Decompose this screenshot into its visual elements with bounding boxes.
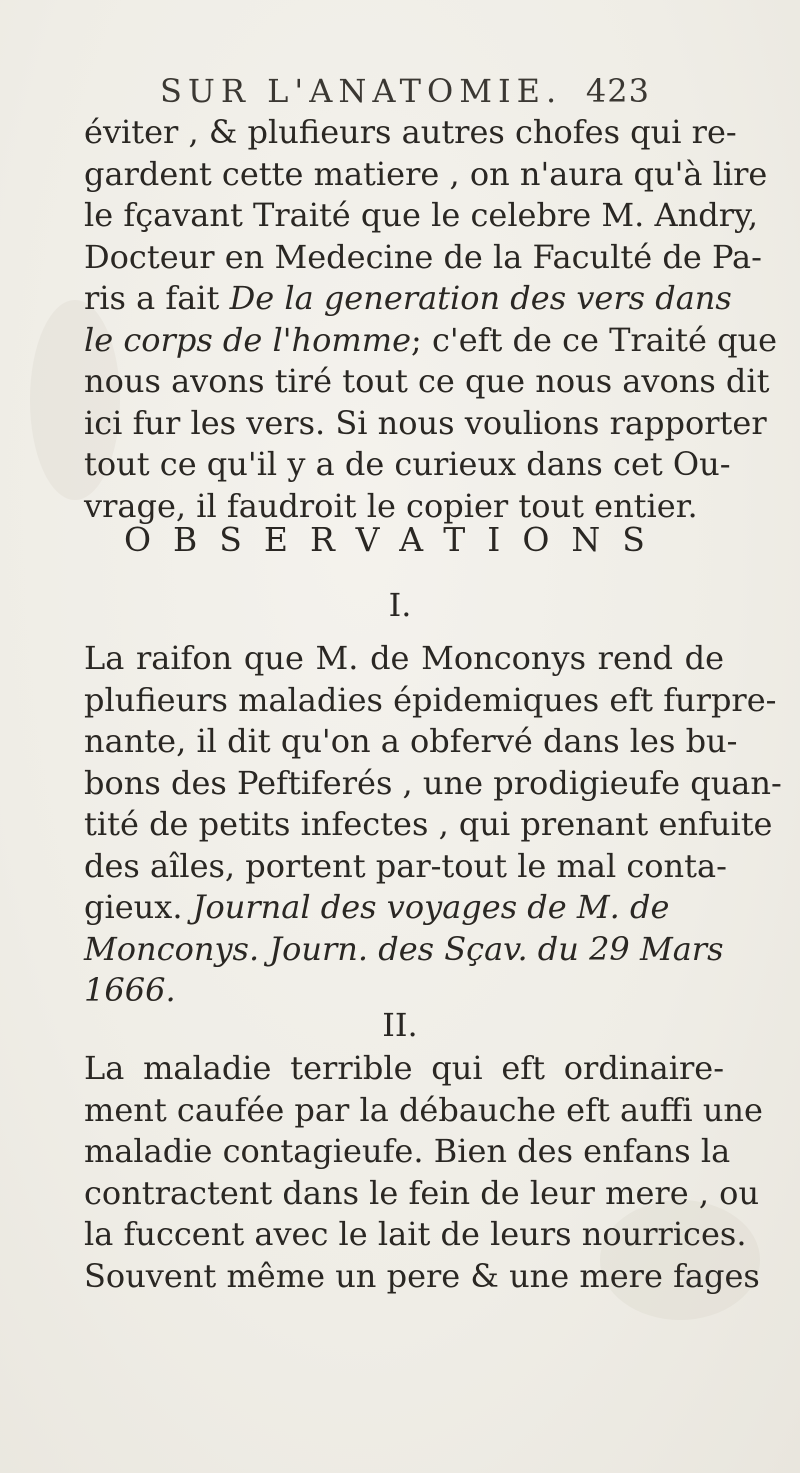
text-line: des aîles, portent par-tout le mal conta-	[84, 846, 727, 885]
text-line: Docteur en Medecine de la Faculté de Pa-	[84, 237, 762, 276]
text-run: gieux.	[84, 888, 183, 926]
text-line: ici fur les vers. Si nous voulions rapporter	[84, 403, 767, 442]
observations-heading: OBSERVATIONS	[124, 520, 667, 559]
book-title-italic: De la generation des vers dans	[229, 279, 732, 317]
observation-2-paragraph	[84, 1048, 763, 1297]
text-line: tité de petits infectes , qui prenant enfuite	[84, 805, 773, 843]
text-line: gardent cette matiere , on n'aura qu'à lire	[84, 154, 768, 193]
text-line: nante, il dit qu'on a obfervé dans les bu-	[84, 722, 738, 760]
citation-line: Monconys. Journ. des Sçav. du 29 Mars	[84, 929, 724, 968]
section-number-1: I.	[388, 586, 412, 624]
text-line: tout ce qu'il y a de curieux dans cet Ou-	[84, 445, 731, 483]
text-run: ris a fait	[84, 279, 220, 317]
page-number: 423	[585, 72, 650, 110]
text-run: ; c'eft de ce Traité que	[411, 320, 778, 359]
text-line: nous avons tiré tout ce que nous avons dit	[84, 362, 770, 400]
text-line	[84, 278, 732, 320]
citation-italic: Journal des voyages de M. de	[192, 888, 670, 926]
text-line: la fuccent avec le lait de leurs nourrices.	[84, 1215, 747, 1253]
text-line: vrage, il faudroit le copier tout entier.	[84, 486, 698, 525]
text-line: éviter , & plufieurs autres chofes qui re-	[84, 113, 737, 151]
text-line: La raifon que M. de Monconys rend de	[84, 639, 724, 677]
text-line: ment caufée par la débauche eft auffi une	[84, 1090, 763, 1129]
intro-paragraph	[84, 112, 778, 527]
citation-year: 1666.	[84, 971, 176, 1009]
text-line: maladie contagieufe. Bien des enfans la	[84, 1132, 731, 1170]
text-line: La maladie terrible qui eft ordinaire-	[84, 1049, 724, 1087]
text-line: le fçavant Traité que le celebre M. Andry,	[84, 196, 758, 234]
running-header	[160, 72, 650, 110]
text-line: Souvent même un pere & une mere fages	[84, 1256, 760, 1295]
text-line: contractent dans le fein de leur mere , ou	[84, 1173, 760, 1212]
text-line: plufieurs maladies épidemiques eft furpre-	[84, 680, 777, 719]
book-title-italic: le corps de l'homme	[84, 320, 412, 359]
section-number-2: II.	[382, 1006, 418, 1044]
text-line: bons des Peftiferés , une prodigieufe quan-	[84, 763, 782, 802]
text-line	[84, 887, 724, 929]
observation-1-paragraph	[84, 638, 782, 1012]
text-line	[84, 320, 778, 362]
running-title: SUR L'ANATOMIE.	[160, 72, 563, 110]
